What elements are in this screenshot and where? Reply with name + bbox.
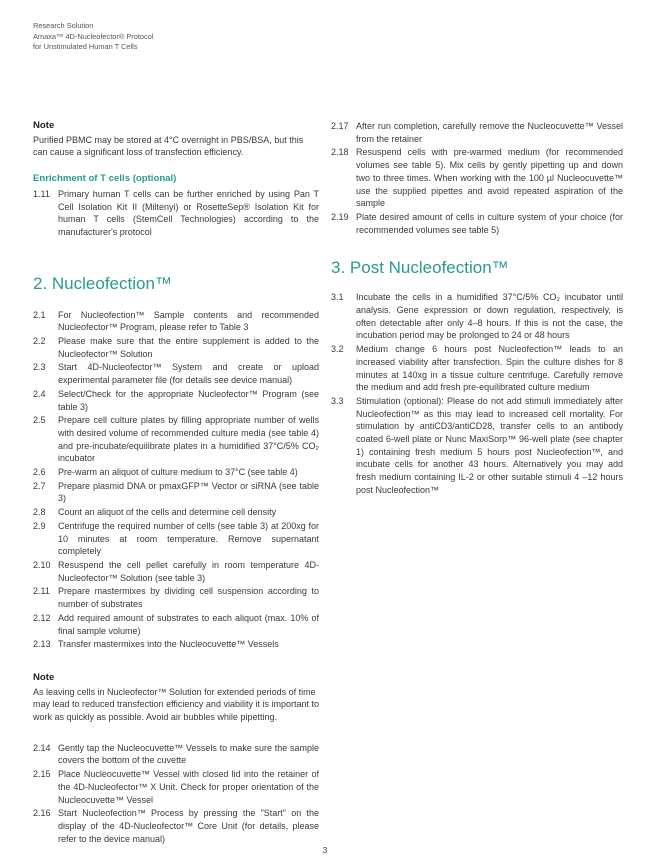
step-text: Transfer mastermixes into the Nucleocuvette™ Vessels bbox=[58, 639, 279, 650]
step-3-3 bbox=[331, 395, 623, 497]
step-number: 2.15 bbox=[33, 769, 51, 780]
step-number: 2.7 bbox=[33, 480, 46, 491]
step-3-1 bbox=[331, 291, 623, 342]
step-number: 2.19 bbox=[331, 211, 349, 222]
step-number: 2.4 bbox=[33, 388, 46, 399]
step-2-1 bbox=[33, 309, 319, 334]
step-text: Start 4D-Nucleofector™ System and create or upload experimental parameter file (for details see device manual) bbox=[58, 362, 319, 386]
right-column bbox=[331, 120, 623, 498]
header-line-3: for Unstimulated Human T Cells bbox=[33, 42, 138, 51]
step-2-19 bbox=[331, 211, 623, 236]
step-2-16 bbox=[33, 807, 319, 845]
note-box-1 bbox=[33, 120, 319, 159]
step-text: Prepare cell culture plates by filling appropriate number of wells with desired volume of recommended culture media (see table 4) and pre-incubate/equilibrate plates in a humidified 37°C/5% CO₂ incubator bbox=[58, 415, 319, 464]
step-number: 2.8 bbox=[33, 507, 46, 518]
note-title: Note bbox=[33, 120, 55, 131]
step-2-10 bbox=[33, 559, 319, 584]
note-title: Note bbox=[33, 671, 55, 683]
step-2-6 bbox=[33, 466, 319, 479]
note-box-2 bbox=[33, 672, 319, 724]
step-number: 2.1 bbox=[33, 309, 46, 320]
step-text: For Nucleofection™ Sample contents and recommended Nucleofector™ Program, please refer to Table 3 bbox=[58, 309, 319, 333]
header-line-2: Amaxa™ 4D-Nucleofector® Protocol bbox=[33, 31, 154, 41]
step-2-8 bbox=[33, 506, 319, 519]
page-number: 3 bbox=[322, 846, 328, 855]
step-number: 2.17 bbox=[331, 121, 349, 131]
step-2-2 bbox=[33, 335, 319, 360]
step-text: Pre-warm an aliquot of culture medium to 37°C (see table 4) bbox=[58, 467, 298, 478]
step-2-12 bbox=[33, 612, 319, 637]
step-number: 2.10 bbox=[33, 559, 51, 570]
step-text: Incubate the cells in a humidified 37°C/5% CO₂ incubator until analysis. Gene expression or down regulation, respectively, is often detectable after only 4–8 hours. If this is not the case, the incubation period may be prolonged to 24 or 48 hours bbox=[356, 292, 623, 341]
enrichment-title: Enrichment of T cells (optional) bbox=[33, 173, 177, 185]
step-2-5 bbox=[33, 414, 319, 465]
step-number: 2.12 bbox=[33, 612, 51, 623]
step-text: Start Nucleofection™ Process by pressing the "Start" on the display of the 4D-Nucleofector™ Core Unit (for details, please refer to the device manual) bbox=[58, 808, 319, 844]
step-2-7 bbox=[33, 480, 319, 505]
step-text: Gently tap the Nucleocuvette™ Vessels to make sure the sample covers the bottom of the cuvette bbox=[58, 742, 319, 766]
step-number: 2.6 bbox=[33, 467, 46, 478]
step-number: 2.3 bbox=[33, 362, 46, 373]
header-line-1: Research Solution bbox=[33, 21, 94, 30]
section-title-nucleofection: 2. Nucleofection™ bbox=[33, 273, 172, 293]
step-number: 3.1 bbox=[331, 292, 344, 303]
section-title-post-nucleofection: 3. Post Nucleofection™ bbox=[331, 258, 509, 278]
step-2-15 bbox=[33, 768, 319, 806]
step-3-2 bbox=[331, 343, 623, 394]
step-number: 2.16 bbox=[33, 808, 51, 819]
step-text: Prepare mastermixes by dividing cell suspension according to number of substrates bbox=[58, 586, 319, 610]
running-header bbox=[33, 21, 153, 53]
step-text: Please make sure that the entire supplement is added to the Nucleofector™ Solution bbox=[58, 336, 319, 359]
step-text: Medium change 6 hours post Nucleofection™ leads to an increased viability after transfection. Spin the culture dishes for 8 minutes at 140xg in a tissue culture centrifuge. Carefully remove the medium and add fresh pre-equilibrated culture medium bbox=[356, 344, 623, 393]
step-1-11 bbox=[33, 188, 319, 239]
step-2-11 bbox=[33, 585, 319, 610]
note-text: Purified PBMC may be stored at 4°C overnight in PBS/BSA, but this can cause a significant loss of transfection efficiency. bbox=[33, 134, 304, 158]
note-text: As leaving cells in Nucleofector™ Solution for extended periods of time may lead to reduced transfection efficiency and viability it is important to work as quickly as possible. Avoid air bubbles while pipetting. bbox=[33, 686, 319, 723]
step-text: Prepare plasmid DNA or pmaxGFP™ Vector or siRNA (see table 3) bbox=[58, 480, 319, 504]
step-2-3 bbox=[33, 361, 319, 386]
step-text: Primary human T cells can be further enriched by using Pan T Cell Isolation Kit II (Miltenyi) or RosetteSep® Isolation Kit for human T cells (StemCell Technologies) according to the manufacturer's protocol bbox=[58, 188, 319, 237]
step-2-9 bbox=[33, 520, 319, 558]
step-number: 2.11 bbox=[33, 586, 50, 597]
step-text: Add required amount of substrates to each aliquot (max. 10% of final sample volume) bbox=[58, 612, 319, 636]
step-number: 2.14 bbox=[33, 742, 51, 753]
step-2-14 bbox=[33, 742, 319, 767]
step-number: 1.11 bbox=[33, 188, 50, 199]
left-column bbox=[33, 120, 319, 846]
step-text: Centrifuge the required number of cells (see table 3) at 200xg for 10 minutes at room temperature. Remove supernatant completely bbox=[58, 520, 319, 557]
step-text: After run completion, carefully remove the Nucleocuvette™ Vessel from the retainer bbox=[356, 121, 623, 144]
step-number: 3.2 bbox=[331, 344, 344, 355]
step-text: Place Nucleocuvette™ Vessel with closed lid into the retainer of the 4D-Nucleofector™ X Unit. Check for proper orientation of the Nucleocuvette™ Vessel bbox=[58, 769, 319, 805]
step-2-17 bbox=[331, 120, 623, 145]
step-text: Plate desired amount of cells in culture system of your choice (for recommended volumes see table 5) bbox=[356, 211, 623, 235]
step-2-13 bbox=[33, 638, 319, 651]
step-2-4 bbox=[33, 388, 319, 413]
step-number: 2.2 bbox=[33, 336, 46, 347]
step-number: 2.9 bbox=[33, 520, 46, 531]
step-number: 3.3 bbox=[331, 395, 344, 406]
step-text: Count an aliquot of the cells and determine cell density bbox=[58, 507, 277, 518]
step-text: Select/Check for the appropriate Nucleofector™ Program (see table 3) bbox=[58, 388, 319, 412]
step-2-18 bbox=[331, 146, 623, 210]
step-number: 2.13 bbox=[33, 639, 51, 650]
step-text: Resuspend cells with pre-warmed medium (for recommended volumes see table 5). Mix cells by gently pipetting up and down two to three times. When working with the 100 µl Nucleocuvette™ use the supplied pipettes and avoid repeated aspiration of the sample bbox=[356, 147, 623, 209]
step-number: 2.5 bbox=[33, 415, 46, 426]
step-number: 2.18 bbox=[331, 147, 349, 158]
step-text: Resuspend the cell pellet carefully in room temperature 4D-Nucleofector™ Solution (see table 3) bbox=[58, 559, 319, 583]
step-text: Stimulation (optional): Please do not add stimuli immediately after Nucleofection™ as this may lead to increased cell mortality. For stimulation by antiCD3/antiCD28, transfer cells to an antibody coated 6-well plate or Nunc MaxiSorp™ 96-well plate (see chapter 1) containing fresh medium 5 hours post Nucleofection™, and incubate cells for another 43 hours. Alternatively you may add fresh medium containing IL-2 or other suitable stimuli 4 –12 hours post Nucleofection™ bbox=[356, 395, 623, 495]
